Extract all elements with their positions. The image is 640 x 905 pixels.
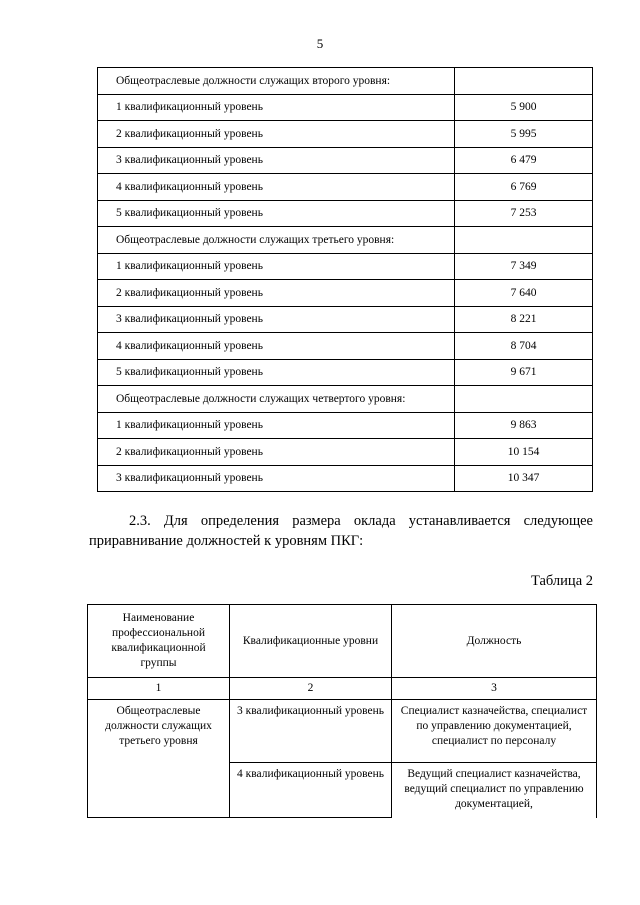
table-row xyxy=(98,200,593,227)
table-row xyxy=(98,121,593,148)
group-name-cell: Общеотраслевые должности служащих третьего уровня xyxy=(88,700,230,818)
level-cell: 3 квалификационный уровень xyxy=(230,700,392,763)
table-header-row xyxy=(88,605,597,678)
section-heading: Общеотраслевые должности служащих третьего уровня: xyxy=(98,227,455,254)
section-heading: Общеотраслевые должности служащих второго уровня: xyxy=(98,68,455,95)
table-caption: Таблица 2 xyxy=(530,573,593,589)
level-cell: 4 квалификационный уровень xyxy=(230,763,392,818)
level-label: 5 квалификационный уровень xyxy=(98,359,455,386)
salary-value: 9 863 xyxy=(455,412,593,439)
table-row xyxy=(98,174,593,201)
column-number: 2 xyxy=(230,678,392,700)
level-label: 3 квалификационный уровень xyxy=(98,465,455,492)
table-row xyxy=(98,147,593,174)
section-heading-row xyxy=(98,386,593,413)
section-heading: Общеотраслевые должности служащих четвертого уровня: xyxy=(98,386,455,413)
salary-value: 6 769 xyxy=(455,174,593,201)
section-value-empty xyxy=(455,227,593,254)
table-row xyxy=(88,700,597,763)
header-position: Должность xyxy=(392,605,597,678)
level-label: 1 квалификационный уровень xyxy=(98,412,455,439)
table-row xyxy=(98,280,593,307)
section-heading-row xyxy=(98,227,593,254)
column-number-row xyxy=(88,678,597,700)
table-row xyxy=(98,439,593,466)
table-row xyxy=(98,333,593,360)
salary-value: 8 221 xyxy=(455,306,593,333)
salary-value: 10 347 xyxy=(455,465,593,492)
level-label: 2 квалификационный уровень xyxy=(98,280,455,307)
header-levels: Квалификационные уровни xyxy=(230,605,392,678)
level-label: 3 квалификационный уровень xyxy=(98,306,455,333)
level-label: 1 квалификационный уровень xyxy=(98,253,455,280)
salary-value: 10 154 xyxy=(455,439,593,466)
position-cell: Ведущий специалист казначейства, ведущий специалист по управлению документацией, xyxy=(392,763,597,818)
salary-table xyxy=(97,67,593,492)
level-label: 4 квалификационный уровень xyxy=(98,333,455,360)
salary-value: 7 349 xyxy=(455,253,593,280)
salary-value: 9 671 xyxy=(455,359,593,386)
table-row xyxy=(98,465,593,492)
section-heading-row xyxy=(98,68,593,95)
level-label: 5 квалификационный уровень xyxy=(98,200,455,227)
table-row xyxy=(98,306,593,333)
section-value-empty xyxy=(455,68,593,95)
table-row xyxy=(98,94,593,121)
header-group-name: Наименование профессиональной квалификационной группы xyxy=(88,605,230,678)
section-value-empty xyxy=(455,386,593,413)
table-row xyxy=(98,253,593,280)
level-label: 2 квалификационный уровень xyxy=(98,439,455,466)
column-number: 3 xyxy=(392,678,597,700)
level-label: 2 квалификационный уровень xyxy=(98,121,455,148)
salary-value: 7 640 xyxy=(455,280,593,307)
salary-value: 6 479 xyxy=(455,147,593,174)
qualification-table xyxy=(87,604,597,818)
column-number: 1 xyxy=(88,678,230,700)
table-row xyxy=(98,412,593,439)
level-label: 1 квалификационный уровень xyxy=(98,94,455,121)
salary-value: 8 704 xyxy=(455,333,593,360)
paragraph-2-3 xyxy=(89,511,593,551)
paragraph-text: 2.3. Для определения размера оклада устанавливается следующее приравнивание должностей к уровням ПКГ: xyxy=(89,513,593,549)
salary-value: 5 995 xyxy=(455,121,593,148)
level-label: 3 квалификационный уровень xyxy=(98,147,455,174)
page-number: 5 xyxy=(316,36,324,51)
level-label: 4 квалификационный уровень xyxy=(98,174,455,201)
table-row xyxy=(98,359,593,386)
salary-value: 5 900 xyxy=(455,94,593,121)
position-cell: Специалист казначейства, специалист по управлению документацией, специалист по персоналу xyxy=(392,700,597,763)
salary-value: 7 253 xyxy=(455,200,593,227)
